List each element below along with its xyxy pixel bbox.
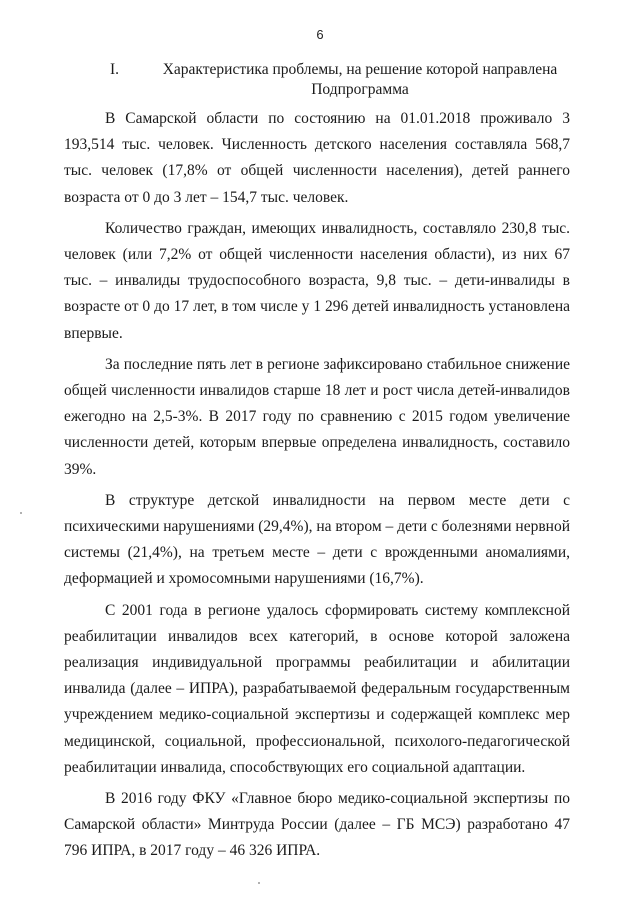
paragraph-population: В Самарской области по состоянию на 01.01.2018 проживало 3 193,514 тыс. человек. Численность детского населения составляла 568,7 тыс. человек (17,8% от общей численности населения), детей раннего возраста от 0 до 3 лет – 154,7 тыс. человек. xyxy=(64,110,570,206)
scan-speck xyxy=(258,882,260,884)
paragraph-rehabilitation-system: С 2001 года в регионе удалось сформировать систему комплексной реабилитации инвалидов всех категорий, в основе которой заложена реализация индивидуальной программы реабилитации и абилитации инвалида (далее – ИПРА), разрабатываемой федеральным государственным учреждением медико-социальной экспертизы и содержащей комплекс мер медицинской, социальной, профессиональной, психолого-педагогической реабилитации инвалида, способствующих его социальной адаптации. xyxy=(64,601,570,776)
paragraph-trends: За последние пять лет в регионе зафиксировано стабильное снижение общей численности инвалидов старше 18 лет и рост числа детей-инвалидов ежегодно на 2,5-3%. В 2017 году по сравнению с 2015 годом увеличение численности детей, которым впервые определена инвалидность, составило 39%. xyxy=(64,355,570,478)
body-text xyxy=(64,106,570,865)
section-title-line-2: Подпрограмма xyxy=(311,81,409,98)
page-number: 6 xyxy=(316,27,324,42)
paragraph-structure: В структуре детской инвалидности на первом месте дети с психическими нарушениями (29,4%), на втором – дети с болезнями нервной системы (21,4%), на третьем месте – дети с врожденными аномалиями, деформацией и хромосомными нарушениями (16,7%). xyxy=(64,491,570,588)
paragraph-disability-count: Количество граждан, имеющих инвалидность, составляло 230,8 тыс. человек (или 7,2% от общей численности населения области), из них 67 тыс. – инвалиды трудоспособного возраста, 9,8 тыс. – дети-инвалиды в возрасте от 0 до 17 лет, в том числе у 1 296 детей инвалидность установлена впервые. xyxy=(64,219,570,342)
section-title-line-1: Характеристика проблемы, на решение которой направлена xyxy=(162,61,558,78)
section-heading xyxy=(110,60,580,100)
section-numeral: I. xyxy=(110,61,120,78)
paragraph-ipra-stats: В 2016 году ФКУ «Главное бюро медико-социальной экспертизы по Самарской области» Минтруда России (далее – ГБ МСЭ) разработано 47 796 ИПРА, в 2017 году – 46 326 ИПРА. xyxy=(64,790,570,860)
scan-speck xyxy=(20,512,22,514)
